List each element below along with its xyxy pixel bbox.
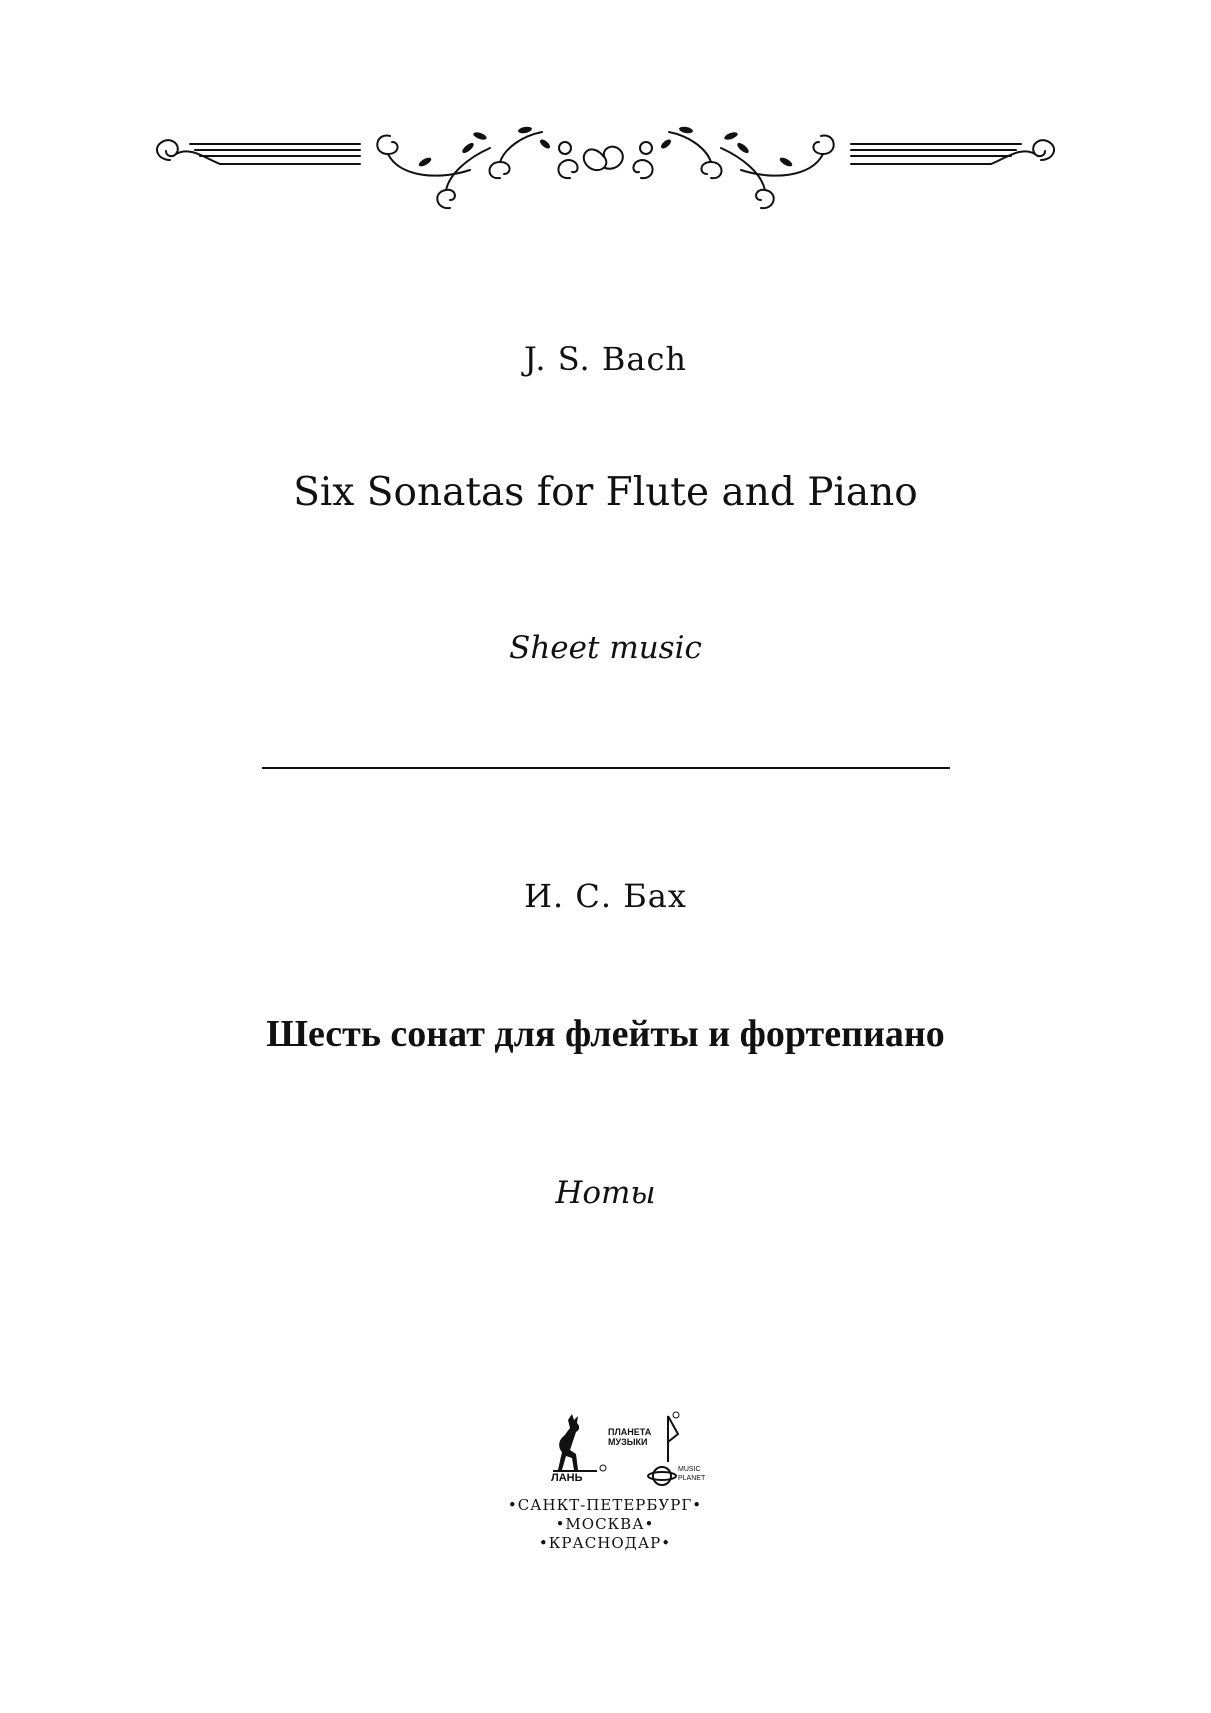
publisher-block — [495, 1410, 715, 1560]
genre-label-en: Sheet music — [509, 630, 702, 666]
author-name-en: J. S. Bach — [524, 340, 687, 378]
city-moscow: •МОСКВА• — [555, 1515, 655, 1533]
logo-planet-text: ПЛАНЕТА — [608, 1427, 652, 1437]
logo-planet-text-en: PLANET — [678, 1475, 706, 1482]
book-title-ru: Шесть сонат для флейты и фортепиано — [266, 1013, 945, 1055]
publisher-logo — [550, 1410, 706, 1490]
city-krasnodar: •КРАСНОДАР• — [538, 1534, 672, 1552]
genre-label-ru: Ноты — [555, 1175, 656, 1211]
logo-music-text-ru: МУЗЫКИ — [608, 1437, 648, 1447]
ornament-header — [150, 118, 1061, 218]
publisher-cities — [495, 1496, 715, 1553]
author-name-ru: И. С. Бах — [524, 877, 687, 915]
book-title-en: Six Sonatas for Flute and Piano — [293, 470, 918, 515]
logo-music-text-en: MUSIC — [678, 1466, 701, 1473]
city-saint-petersburg: •САНКТ-ПЕТЕРБУРГ• — [507, 1496, 703, 1514]
logo-lan-text: ЛАНЬ — [551, 1472, 583, 1484]
divider-rule — [262, 767, 950, 769]
